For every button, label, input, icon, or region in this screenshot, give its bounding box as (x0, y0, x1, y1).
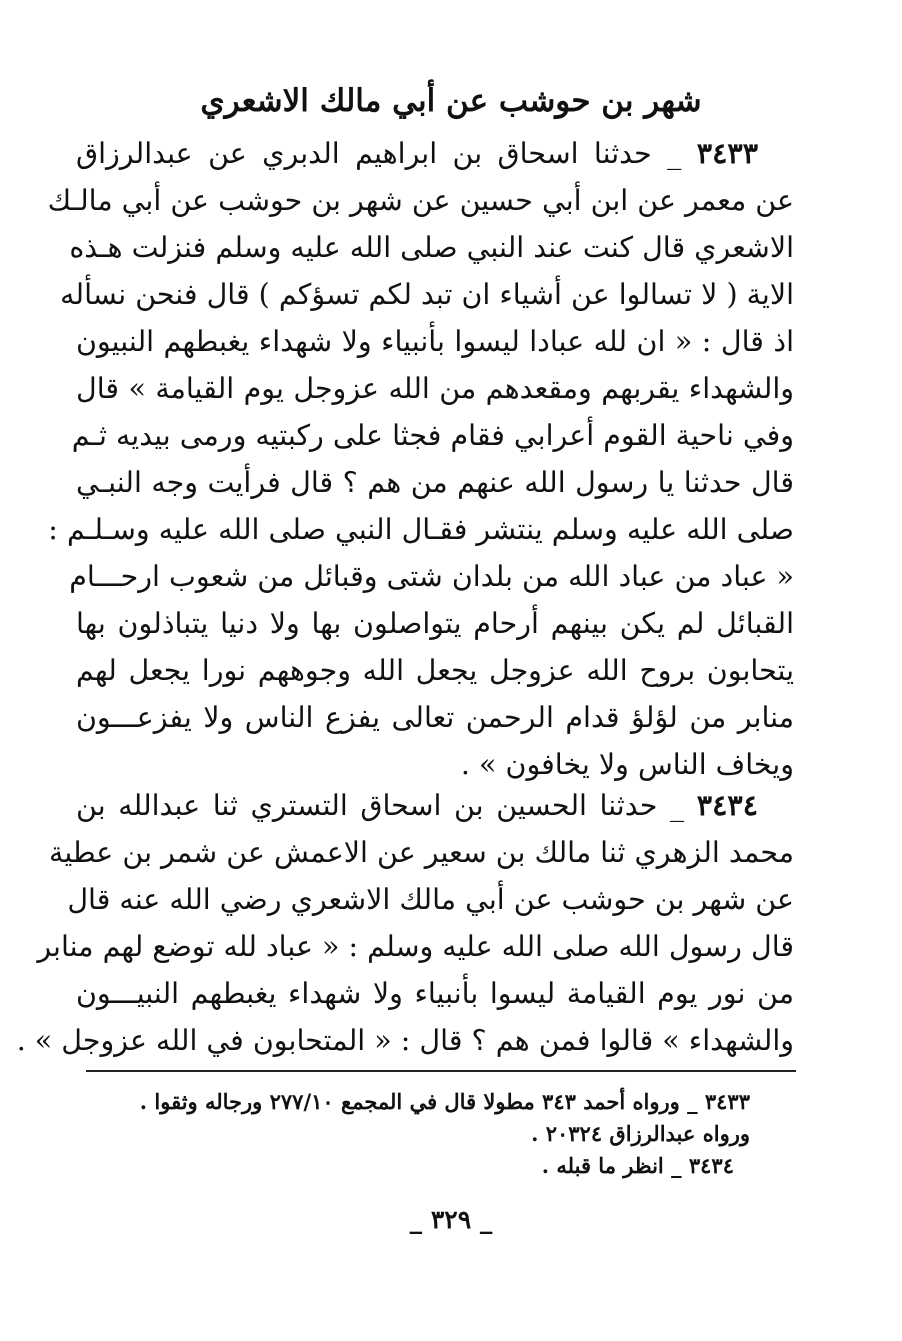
hadith-3434-paragraph (16, 782, 794, 1064)
hadith-3433-line-4: الاية ( لا تسالوا عن أشياء ان تبد لكم تسؤكم ) قال فنحن نسأله (60, 278, 794, 311)
hadith-3434-line-2: محمد الزهري ثنا مالك بن سعير عن الاعمش عن شمر بن عطية (49, 836, 794, 869)
hadith-3433-line-3: الاشعري قال كنت عند النبي صلى الله عليه وسلم فنزلت هـذه (69, 231, 794, 264)
hadith-3433-line-1-text: _ حدثنا اسحاق بن ابراهيم الدبري عن عبدالرزاق (76, 137, 682, 170)
hadith-3433-line-13: منابر من لؤلؤ قدام الرحمن تعالى يفزع الناس ولا يفزعـــون (76, 701, 794, 734)
hadith-3433-line-10: « عباد من عباد الله من بلدان شتى وقبائل من شعوب ارحـــام (69, 560, 794, 593)
footnote-3434: ٣٤٣٤ _ انظر ما قبله . (541, 1153, 734, 1178)
footnote-3433: ٣٤٣٣ _ ورواه أحمد ٣٤٣ مطولا قال في المجمع ٢٧٧/١٠ ورجاله وثقوا . (139, 1089, 750, 1114)
hadith-3434-line-3: عن شهر بن حوشب عن أبي مالك الاشعري رضي الله عنه قال (67, 883, 794, 916)
footnotes (96, 1086, 750, 1182)
hadith-3434-number: ٣٤٣٤ (696, 788, 759, 822)
page-number: _ ٣٢٩ _ (409, 1205, 493, 1234)
hadith-3434-line-1-text: _ حدثنا الحسين بن اسحاق التستري ثنا عبدالله بن (76, 789, 685, 822)
hadith-3434-line-6: والشهداء » قالوا فمن هم ؟ قال : « المتحابون في الله عزوجل » . (16, 1024, 794, 1057)
hadith-3434-line-1 (76, 782, 794, 829)
hadith-3433-line-11: القبائل لم يكن بينهم أرحام يتواصلون بها ولا دنيا يتباذلون بها (76, 607, 794, 640)
hadith-3433-line-6: والشهداء يقربهم ومقعدهم من الله عزوجل يوم القيامة » قال (76, 372, 794, 405)
hadith-3433-line-12: يتحابون بروح الله عزوجل يجعل الله وجوههم نورا يجعل لهم (76, 654, 794, 687)
footnote-divider (86, 1070, 796, 1072)
hadith-3433-paragraph (47, 130, 794, 788)
hadith-3433-line-14: ويخاف الناس ولا يخافون » . (460, 748, 794, 781)
hadith-3433-number: ٣٤٣٣ (696, 136, 758, 170)
hadith-3433-line-5: اذ قال : « ان لله عبادا ليسوا بأنبياء ولا شهداء يغبطهم النبيون (76, 325, 794, 358)
hadith-3433-line-8: قال حدثنا يا رسول الله عنهم من هم ؟ قال فرأيت وجه النبـي (76, 466, 794, 499)
hadith-3433-line-2: عن معمر عن ابن أبي حسين عن شهر بن حوشب عن أبي مالـك (47, 184, 794, 217)
hadith-3433-line-7: وفي ناحية القوم أعرابي فقام فجثا على ركبتيه ورمى بيديه ثـم (71, 419, 794, 452)
hadith-3434-line-5: من نور يوم القيامة ليسوا بأنبياء ولا شهداء يغبطهم النبيـــون (76, 977, 794, 1010)
hadith-3434-line-4: قال رسول الله صلى الله عليه وسلم : « عباد لله توضع لهم منابر (37, 930, 794, 963)
footnote-3433-continued: ورواه عبدالرزاق ٢٠٣٢٤ . (531, 1121, 750, 1146)
hadith-3433-line-1 (76, 130, 794, 177)
hadith-3433-line-9: صلى الله عليه وسلم ينتشر فقـال النبي صلى الله عليه وسـلـم : (48, 513, 794, 546)
chapter-title: شهر بن حوشب عن أبي مالك الاشعري (200, 83, 702, 119)
